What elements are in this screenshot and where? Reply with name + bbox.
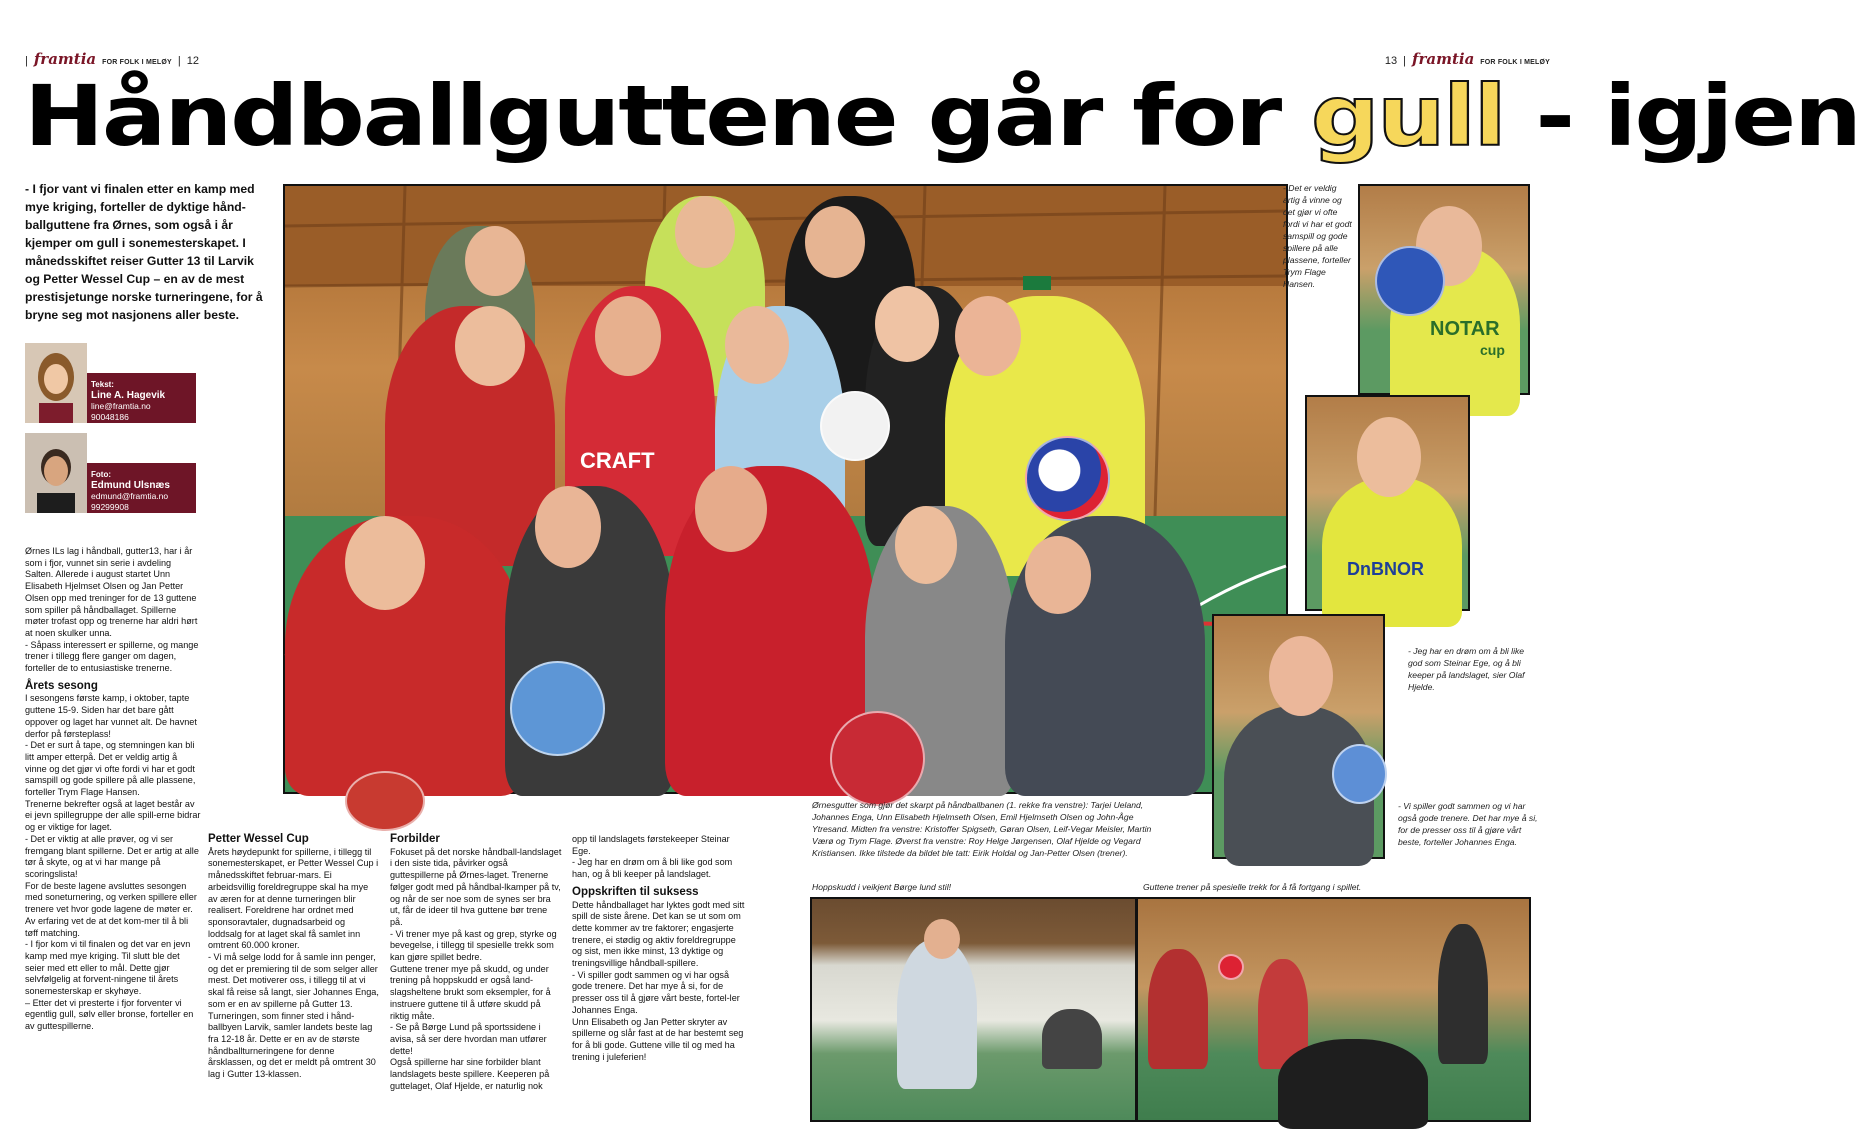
player-face [455, 306, 525, 386]
body-paragraph: For de beste lagene avsluttes sesongen med soneturnering, og verken spillere eller trenere vet hvor gode lagene de møter er. Av erfaring vet de at det kom-mer til å bli tøff matching. [25, 880, 197, 938]
player-face [1269, 636, 1333, 716]
article-column-2 [208, 834, 380, 1081]
player-face [875, 286, 939, 362]
subheading: Petter Wessel Cup [208, 833, 309, 845]
body-paragraph: - Vi trener mye på kast og grep, styrke og bevegelse, i tillegg til spesielle trekk som kan gjøre spillet bedre. [390, 928, 557, 963]
folio-sep: | [1403, 55, 1406, 67]
handball [830, 711, 925, 806]
page-number: 12 [186, 55, 199, 67]
byline-photographer [25, 463, 196, 513]
training-photo [1136, 897, 1531, 1122]
headline-part2: - igjen [1504, 67, 1860, 165]
folio-sep: | [25, 55, 28, 67]
team-photo [283, 184, 1288, 794]
article-column-4 [572, 834, 748, 1063]
body-paragraph: - Det er viktig at alle prøver, og vi ser fremgang blant spillerne. Det er artig at alle tør å skyte, og at vi har mange på scoringslista! [25, 833, 199, 879]
body-paragraph: – Etter det vi presterte i fjor forventer vi egentlig gull, sølv eller bronse, forteller en av guttespillerne. [25, 997, 194, 1032]
handball [820, 391, 890, 461]
player-figure [1322, 477, 1462, 627]
headline [24, 67, 1860, 165]
handball [1332, 744, 1387, 804]
photographer-portrait [25, 433, 87, 513]
player-face [805, 206, 865, 278]
subheading: Oppskriften til suksess [572, 885, 699, 898]
folio-sep: | [177, 55, 181, 67]
byline-role: Foto: [91, 470, 111, 479]
player-face [924, 919, 960, 959]
subheading: Forbilder [390, 833, 440, 845]
brand-tagline: FOR FOLK I MELØY [1480, 59, 1550, 66]
byline-email[interactable]: edmund@framtia.no [91, 491, 169, 501]
player-face [595, 296, 661, 376]
player-face [675, 196, 735, 268]
player-figure [897, 939, 977, 1089]
body-paragraph: - Se på Børge Lund på sportssidene i avisa, så ser dere hvordan man utfører dette! [390, 1022, 547, 1056]
shirt-print-dnbnor: DnBNOR [1347, 559, 1424, 579]
body-paragraph: Guttene trener mye på skudd, og under trening på hoppskudd er også land-slagsheltene brukt som eksempler, for å instruere guttene til å utføre skudd på riktig måte. [390, 963, 551, 1021]
training-caption: Guttene trener på spesielle trekk for å få fortgang i spillet. [1143, 882, 1362, 892]
johannes-quote-caption: - Vi spiller godt sammen og vi har også gode trenere. Det har mye å si, for de presser oss til å gjøre vårt beste, forteller Johannes Enga. [1398, 801, 1538, 847]
body-paragraph: - Vi spiller godt sammen og vi har også gode trenere. Det har mye å si, for de presser oss til å gjøre vårt beste, fortel-ler Johannes Enga. [572, 969, 740, 1015]
player-figure [1148, 949, 1208, 1069]
body-paragraph: Årets høydepunkt for spillerne, i tillegg til sonemesterskapet, er Petter Wessel Cup i månedsskiftet februar-mars. Ei arbeidsvillig foreldregruppe skal ha mye av æren for at denne turneringen blir realisert. Foreldrene har ordnet med sponsoravtaler, dugnadsarbeid og loddsalg for at laget skal få samlet inn omtrent 60.000 kroner. [208, 846, 379, 951]
player-face [465, 226, 525, 296]
body-paragraph: - Vi må selge lodd for å samle inn penger, og det er premiering til de som selger aller mest. Det motiverer oss, i tillegg til at vi skal få reise så langt, sier Johannes Enga, som er en av spillerne på Gutter 13. [208, 952, 379, 1009]
handball [510, 661, 605, 756]
byline-phone: 90048186 [91, 412, 129, 422]
body-paragraph: - Det er surt å tape, og stemningen kan bli litt amper etterpå. Det er veldig artig å vinne og det gjør vi ofte fordi vi har et godt samspill og gode spillere på alle plassene, forteller Trym Flage Hansen. [25, 740, 196, 798]
handball [345, 771, 425, 831]
body-paragraph: I sesongens første kamp, i oktober, tapte guttene 15-9. Siden har det bare gått oppover og laget har vunnet alt. De havnet derfor på førsteplass! [25, 693, 197, 739]
olaf-portrait-photo [1305, 395, 1470, 611]
brand-logo: framtia [1412, 50, 1475, 68]
brand-logo: framtia [33, 50, 97, 68]
coach-face [695, 466, 767, 552]
player-face [725, 306, 789, 384]
player-face [1357, 417, 1421, 497]
brand-tagline: FOR FOLK I MELØY [102, 59, 172, 66]
johannes-portrait-photo [1212, 614, 1385, 859]
article-column-1 [25, 546, 201, 1033]
byline-phone: 99299908 [91, 502, 129, 512]
folio-right [1385, 50, 1550, 68]
handball [1218, 954, 1244, 980]
subheading: Årets sesong [25, 679, 98, 692]
jump-shot-photo [810, 897, 1137, 1122]
byline-email[interactable]: line@framtia.no [91, 401, 151, 411]
folio-left [25, 50, 199, 68]
shirt-print-notar-cup: cup [1480, 342, 1505, 358]
page-number: 13 [1384, 55, 1398, 67]
body-paragraph: Ørnes ILs lag i håndball, gutter13, har i år som i fjor, vunnet sin serie i avdeling Salten. Allerede i august startet Unn Elisabeth Hjelmset Olsen og Jan Petter Olsen opp med treninger for de 13 guttene som spiller på håndballaget. Spillerne møter trofast opp og trenerne har aldri hørt at noen skulker unna. [25, 546, 198, 638]
body-paragraph: Dette håndballaget har lyktes godt med sitt spill de siste årene. Det kan se ut som om dette kommer av tre faktorer; engasjerte trenere, ei stødig og aktiv foreldregruppe og sist, men ikke minst, 13 dyktige og treningsvillige håndball-spillere. [572, 899, 745, 969]
article-column-3 [390, 834, 562, 1092]
body-paragraph: Trenerne bekrefter også at laget består av ei jevn spillegruppe der alle spill-erne bidrar og er viktige for laget. [25, 798, 201, 833]
body-paragraph: Unn Elisabeth og Jan Petter skryter av spillerne og slår fast at de har bestemt seg for å bli gode. Guttene ville til og med ha trening i juleferien! [572, 1016, 744, 1062]
headline-highlight: gull [1311, 67, 1505, 165]
body-paragraph: - Såpass interessert er spillerne, og mange trener i tillegg flere ganger om dagen, forteller de to entusiastiske trenerne. [25, 639, 199, 674]
player-face [345, 516, 425, 610]
shirt-print-craft: CRAFT [580, 448, 655, 473]
lead-paragraph: - I fjor vant vi finalen etter en kamp med mye kriging, forteller de dyktige hånd-ballguttene fra Ørnes, som også i år kjemper om gull i sonemesterskapet. I månedsskiftet reiser Gutter 13 til Larvik og Petter Wessel Cup – en av de mest prestisjetunge norske turneringene, for å bryne seg mot nasjonens aller beste. [25, 182, 263, 322]
player-face [955, 296, 1021, 376]
handball [1375, 246, 1445, 316]
olaf-quote-caption: - Jeg har en drøm om å bli like god som Steinar Ege, og å bli keeper på landslaget, sier Olaf Hjelde. [1408, 646, 1525, 692]
trym-portrait-photo [1358, 184, 1530, 395]
player-face [535, 486, 601, 568]
jump-shot-caption: Hoppskudd i veikjent Børge lund stil! [812, 882, 952, 892]
headline-part1: Håndballguttene går for [24, 67, 1312, 165]
player-face [895, 506, 957, 584]
player-figure [1278, 1039, 1428, 1129]
trym-quote-caption: - Det er veldig artig å vinne og det gjør vi ofte fordi vi har et godt samspill og gode spillere på alle plassene, forteller Trym Flage Hansen. [1283, 183, 1352, 289]
player-face [1025, 536, 1091, 614]
body-paragraph: Også spillerne har sine forbilder blant landslagets beste spillere. Keeperen på guttelaget, Olaf Hjelde, er naturlig nok [390, 1057, 550, 1091]
main-photo-caption: Ørnesgutter som gjør det skarpt på håndballbanen (1. rekke fra venstre): Tarjei Ueland, Johannes Enga, Unn Elisabeth Hjelmseth Olsen, Emil Hjelmseth Olsen og John-Åge Ytresand. Midten fra venstre: Kristoffer Spigseth, Gøran Olsen, Leif-Vegar Meisler, Martin Værø og Trym Flage. Øverst fra venstre: Roy Helge Jørgensen, Olaf Hjelde og Vegard Kristiansen. Ikke tilstede da bildet ble tatt: Eirik Holdal og Jan-Petter Olsen (trener). [812, 800, 1152, 858]
byline-name: Edmund Ulsnæs [91, 480, 170, 491]
writer-portrait [25, 343, 87, 423]
byline-role: Tekst: [91, 380, 114, 389]
byline-name: Line A. Hagevik [91, 390, 166, 401]
body-paragraph: - I fjor kom vi til finalen og det var en jevn kamp med mye kriging. Til slutt ble det seier med ett eller to mål. Dette gjør selvfølgelig at forvent-ningene til årets sonemesterskap er skyhøye. [25, 939, 191, 997]
byline-writer [25, 373, 196, 423]
player-figure [1438, 924, 1488, 1064]
handball [1025, 436, 1110, 521]
shirt-print-notar: NOTAR [1430, 318, 1500, 340]
body-paragraph: Turneringen, som finner sted i hånd-ballbyen Larvik, samler landets beste lag fra 12-18 år. Dette er en av de største håndballturneringene for denne årsklassen, og det er meldt på omtrent 30 lag i Gutter 13-klassen. [208, 1010, 376, 1080]
body-paragraph: opp til landslagets førstekeeper Steinar Ege. [572, 834, 730, 856]
body-paragraph: - Jeg har en drøm om å bli like god som han, og å bli keeper på landslaget. [572, 857, 733, 880]
body-paragraph: Fokuset på det norske håndball-landslaget i den siste tida, påvirker også guttespillerne på Ørnes-laget. Trenerne følger godt med på håndbal-lkamper på tv, og når de ser noe som de synes ser bra ut, får de ideer til hva guttene bør trene på. [390, 846, 562, 927]
player-figure [1042, 1009, 1102, 1069]
